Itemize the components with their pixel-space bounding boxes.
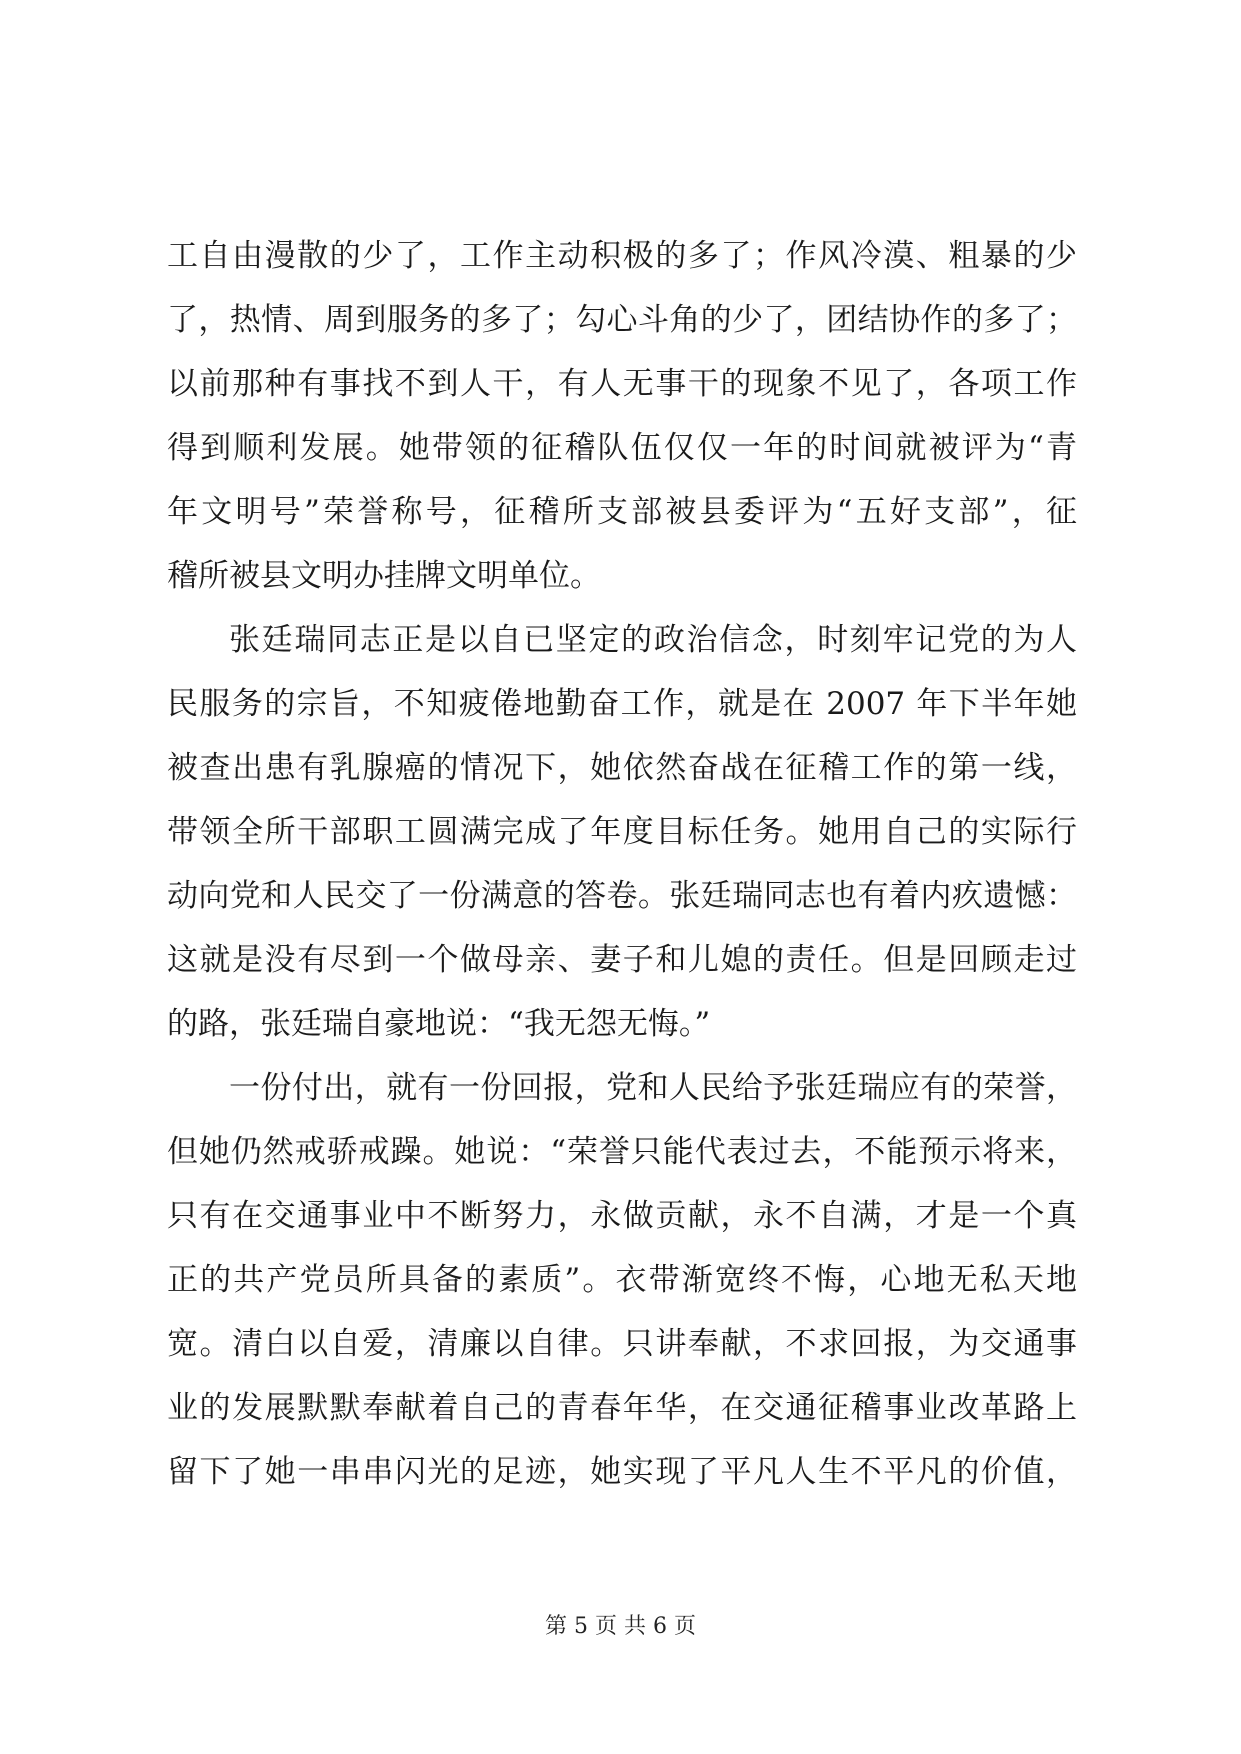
text-line: 的路，张廷瑞自豪地说：“我无怨无悔。”	[167, 1006, 711, 1042]
text-line: 工自由漫散的少了，工作主动积极的多了；作风冷漠、粗暴的少	[167, 238, 1077, 274]
text-line: 以前那种有事找不到人干，有人无事干的现象不见了，各项工作	[167, 366, 1077, 402]
text-line: 被查出患有乳腺癌的情况下，她依然奋战在征稽工作的第一线，	[167, 750, 1077, 786]
text-line: 留下了她一串串闪光的足迹，她实现了平凡人生不平凡的价值，	[167, 1454, 1077, 1490]
text-line: 这就是没有尽到一个做母亲、妻子和儿媳的责任。但是回顾走过	[167, 942, 1077, 978]
paragraph-2	[167, 608, 1077, 1056]
text-line: 动向党和人民交了一份满意的答卷。张廷瑞同志也有着内疚遗憾：	[167, 878, 1077, 914]
text-line: 业的发展默默奉献着自己的青春年华，在交通征稽事业改革路上	[167, 1390, 1077, 1426]
text-line: 只有在交通事业中不断努力，永做贡献，永不自满，才是一个真	[167, 1198, 1077, 1234]
text-line: 稽所被县文明办挂牌文明单位。	[167, 558, 601, 594]
text-line: 张廷瑞同志正是以自已坚定的政治信念，时刻牢记党的为人	[229, 622, 1077, 658]
page-number-footer: 第 5 页 共 6 页	[545, 1614, 696, 1639]
body-text	[167, 224, 1077, 1504]
text-line: 带领全所干部职工圆满完成了年度目标任务。她用自己的实际行	[167, 814, 1077, 850]
text-line: 一份付出，就有一份回报，党和人民给予张廷瑞应有的荣誉，	[229, 1070, 1077, 1106]
text-line: 了，热情、周到服务的多了；勾心斗角的少了，团结协作的多了；	[167, 302, 1077, 338]
text-line: 民服务的宗旨，不知疲倦地勤奋工作，就是在 2007 年下半年她	[167, 686, 1077, 722]
text-line: 得到顺利发展。她带领的征稽队伍仅仅一年的时间就被评为“青	[167, 430, 1077, 466]
text-line: 年文明号”荣誉称号，征稽所支部被县委评为“五好支部”，征	[167, 494, 1077, 530]
text-line: 但她仍然戒骄戒躁。她说：“荣誉只能代表过去，不能预示将来，	[167, 1134, 1077, 1170]
text-line: 正的共产党员所具备的素质”。衣带渐宽终不悔，心地无私天地	[167, 1262, 1077, 1298]
paragraph-3	[167, 1056, 1077, 1504]
paragraph-1	[167, 224, 1077, 608]
text-line: 宽。清白以自爱，清廉以自律。只讲奉献，不求回报，为交通事	[167, 1326, 1077, 1362]
